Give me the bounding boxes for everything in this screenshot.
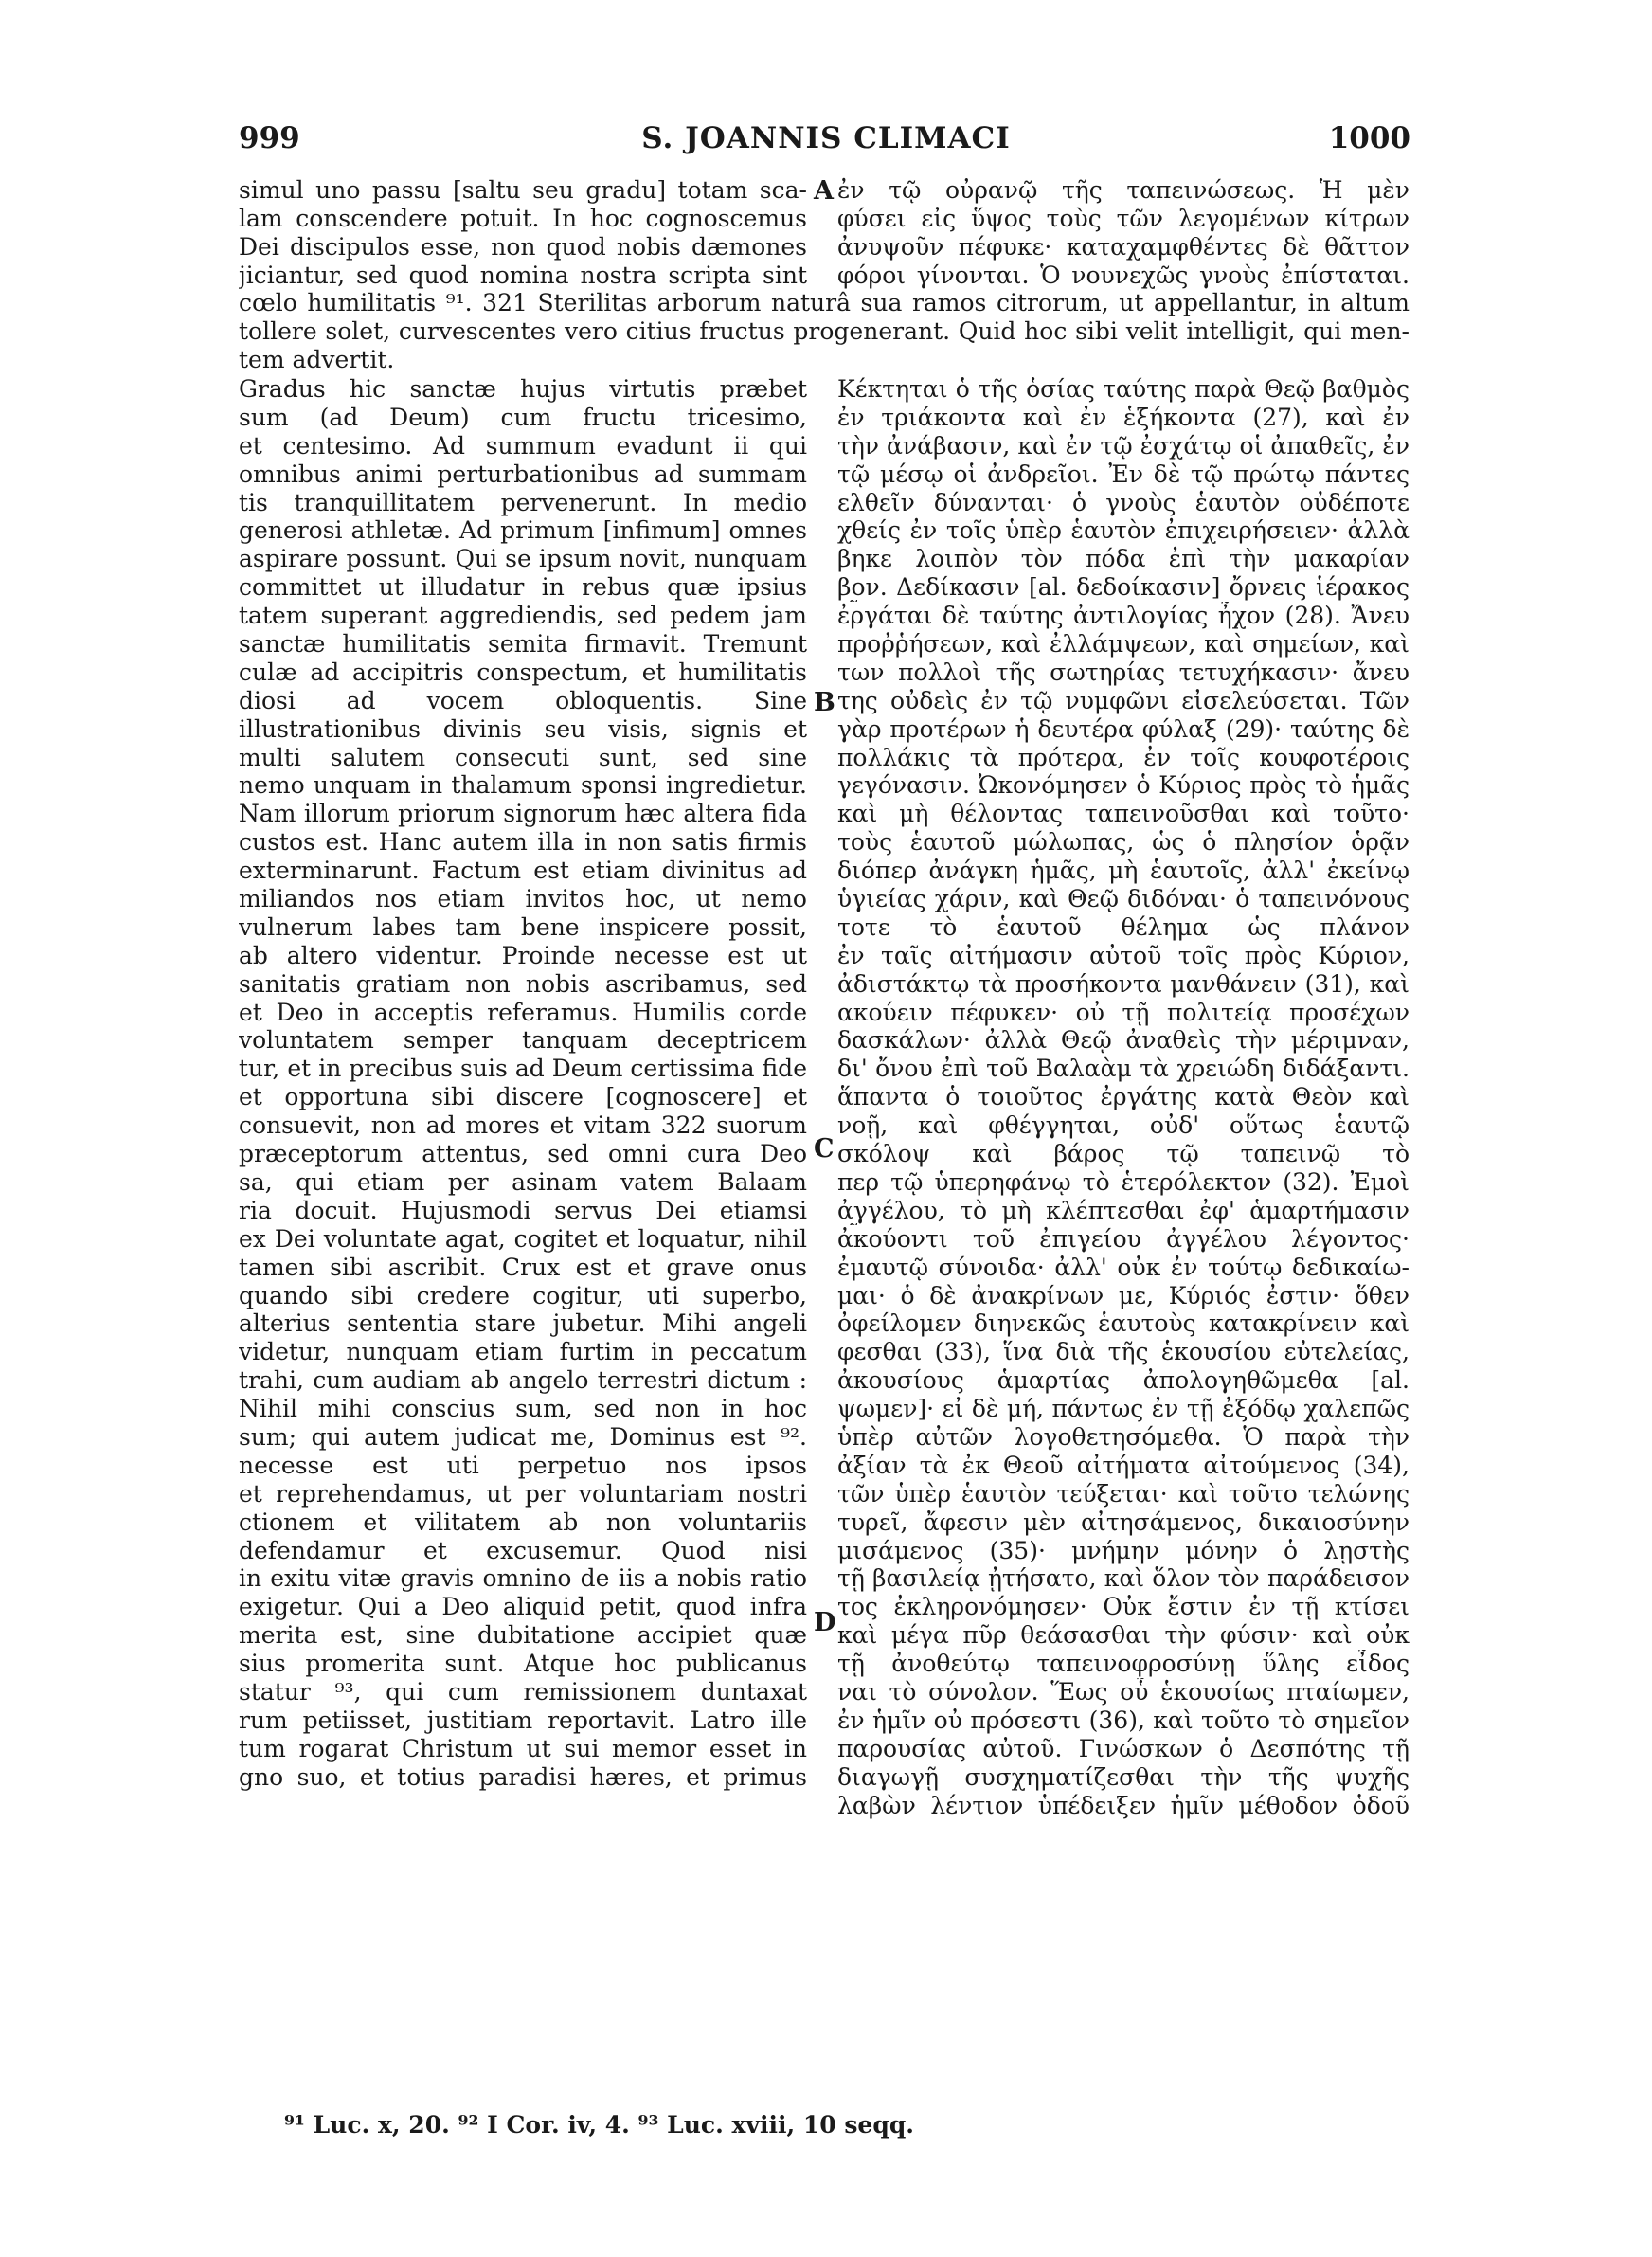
greek-text-line: τῇ ἀνοθεύτῳ ταπεινοφροσύνῃ ὕλης εἶδος	[837, 1650, 1410, 1678]
greek-text-line: δι' ὄνου ἐπὶ τοῦ Βαλαὰμ τὰ χρειώδη διδάξαντι.	[837, 1055, 1410, 1083]
margin-marker-d: D	[814, 1608, 836, 1637]
greek-text-line: ἅπαντα ὁ τοιοῦτος ἐργάτης κατὰ Θεὸν καὶ	[837, 1083, 1410, 1111]
latin-text-line: committet ut illudatur in rebus quæ ipsius	[239, 573, 807, 602]
greek-text-line: χθείς ἐν τοῖς ὑπὲρ ἑαυτὸν ἐπιχειρήσειεν· ἀλλὰ	[837, 516, 1410, 545]
greek-text-line: φεσθαι (33), ἵνα διὰ τῆς ἑκουσίου εὐτελείας,	[837, 1338, 1410, 1366]
latin-text-line: quando sibi credere cogitur, uti superbo,	[239, 1281, 807, 1309]
footnotes: ⁹¹ Luc. x, 20. ⁹² I Cor. iv, 4. ⁹³ Luc. xviii, 10 seqq.	[284, 2111, 915, 2139]
latin-text-line: custos est. Hanc autem illa in non satis firmis	[239, 828, 807, 857]
right-page-number: 1000	[1328, 121, 1410, 155]
latin-text-line: exigetur. Qui a Deo aliquid petit, quod infra	[239, 1593, 807, 1621]
greek-text-line: διαγωγῇ συσχηματίζεσθαι τὴν τῆς ψυχῆς	[837, 1762, 1410, 1791]
latin-text-line: ria docuit. Hujusmodi servus Dei etiamsi	[239, 1196, 807, 1224]
latin-text-line: sum (ad Deum) cum fructu tricesimo,	[239, 403, 807, 431]
greek-text-line: τῇ βασιλείᾳ ᾐτήσατο, καὶ ὅλον τὸν παράδεισον	[837, 1564, 1410, 1593]
latin-text-line: tamen sibi ascribit. Crux est et grave onus	[239, 1253, 807, 1281]
latin-column	[239, 375, 807, 1792]
greek-text-line: πολλάκις τὰ πρότερα, ἐν τοῖς κουφοτέροις	[837, 743, 1410, 771]
latin-text-line: voluntatem semper tanquam deceptricem	[239, 1026, 807, 1055]
latin-text-line: Gradus hic sanctæ hujus virtutis præbet	[239, 375, 807, 403]
full-width-line: tem advertit.	[239, 345, 395, 373]
latin-text-line: Dei discipulos esse, non quod nobis dæmones	[239, 232, 807, 261]
latin-text-line: exterminarunt. Factum est etiam divinitus ad	[239, 857, 807, 885]
greek-text-line: τῷ μέσῳ οἱ ἀνδρεῖοι. Ἐν δὲ τῷ πρώτῳ πάντες	[837, 460, 1410, 488]
latin-text-line: et centesimo. Ad summum evadunt ii qui	[239, 431, 807, 460]
greek-text-line: ὀφείλομεν διηνεκῶς ἑαυτοὺς κατακρίνειν καὶ	[837, 1309, 1410, 1338]
greek-text-line: ὑγιείας χάριν, καὶ Θεῷ διδόναι· ὁ ταπεινόνους	[837, 885, 1410, 913]
latin-text-line: tatem superant aggrediendis, sed pedem jam	[239, 602, 807, 630]
greek-text-line: περ τῷ ὑπερηφάνῳ τὸ ἑτερόλεκτον (32). Ἐμοὶ	[837, 1167, 1410, 1196]
greek-text-line: τυρεῖ, ἄφεσιν μὲν αἰτησάμενος, δικαιοσύνην	[837, 1508, 1410, 1536]
latin-text-line: tur, et in precibus suis ad Deum certissima fide	[239, 1055, 807, 1083]
latin-text-line: Nihil mihi conscius sum, sed non in hoc	[239, 1395, 807, 1423]
latin-text-line: alterius sententia stare jubetur. Mihi angeli	[239, 1309, 807, 1338]
margin-marker-b: B	[814, 688, 835, 717]
greek-text-line: διόπερ ἀνάγκη ἡμᾶς, μὴ ἑαυτοῖς, ἀλλ' ἐκείνῳ	[837, 857, 1410, 885]
latin-text-line: et Deo in acceptis referamus. Humilis corde	[239, 998, 807, 1026]
greek-column	[837, 375, 1410, 1819]
full-width-text	[239, 289, 1410, 374]
latin-text-line: statur ⁹³, qui cum remissionem duntaxat	[239, 1677, 807, 1706]
greek-text-line: ἀγγέλου, τὸ μὴ κλέπτεσθαι ἐφ' ἁμαρτήμασιν	[837, 1196, 1410, 1224]
latin-text-line: videtur, nunquam etiam furtim in peccatum	[239, 1338, 807, 1366]
margin-marker-c: C	[814, 1134, 835, 1164]
latin-text-line: sanitatis gratiam non nobis ascribamus, sed	[239, 969, 807, 998]
greek-text-line: γὰρ προτέρων ἡ δευτέρα φύλαξ (29)· ταύτης δὲ	[837, 714, 1410, 743]
latin-text-line: culæ ad accipitris conspectum, et humilitatis	[239, 658, 807, 686]
greek-text-line: ἐν ἡμῖν οὐ πρόσεστι (36), καὶ τοῦτο τὸ σημεῖον	[837, 1706, 1410, 1734]
greek-text-line: βον. Δεδίκασιν [al. δεδοίκασιν] ὄρνεις ἱέρακος	[837, 573, 1410, 602]
greek-text-line: ἀξίαν τὰ ἐκ Θεοῦ αἰτήματα αἰτούμενος (34),	[837, 1451, 1410, 1479]
greek-text-line: τῶν ὑπὲρ ἑαυτὸν τεύξεται· καὶ τοῦτο τελώνης	[837, 1479, 1410, 1508]
greek-text-line: ἀδιστάκτῳ τὰ προσήκοντα μανθάνειν (31), καὶ	[837, 969, 1410, 998]
greek-text-line: σκόλοψ καὶ βάρος τῷ ταπεινῷ τὸ	[837, 1140, 1410, 1168]
full-width-line: tollere solet, curvescentes vero citius fructus progenerant. Quid hoc sibi velit intelligit, qui men-	[239, 316, 1410, 345]
latin-text-line: diosi ad vocem obloquentis. Sine	[239, 686, 807, 714]
running-title: S. JOANNIS CLIMACI	[641, 121, 1011, 155]
latin-text-line: ex Dei voluntate agat, cogitet et loquatur, nihil	[239, 1224, 807, 1253]
latin-text-line: lam conscendere potuit. In hoc cognoscemus	[239, 204, 807, 232]
greek-text-line: λαβὼν λέντιον ὑπέδειξεν ἡμῖν μέθοδον ὁδοῦ	[837, 1791, 1410, 1819]
greek-column-top	[837, 176, 1410, 290]
latin-text-line: Nam illorum priorum signorum hæc altera fida	[239, 800, 807, 828]
latin-text-line: ab altero videntur. Proinde necesse est ut	[239, 941, 807, 969]
latin-text-line: omnibus animi perturbationibus ad summam	[239, 460, 807, 488]
left-page-number: 999	[239, 121, 300, 155]
latin-text-line: generosi athletæ. Ad primum [infimum] omnes	[239, 516, 807, 545]
latin-text-line: in exitu vitæ gravis omnino de iis a nobis ratio	[239, 1564, 807, 1593]
latin-text-line: sanctæ humilitatis semita firmavit. Tremunt	[239, 630, 807, 659]
greek-text-line: ἐμαυτῷ σύνοιδα· ἀλλ' οὐκ ἐν τούτῳ δεδικαίω-	[837, 1253, 1410, 1281]
greek-text-line: Κέκτηται ὁ τῆς ὁσίας ταύτης παρὰ Θεῷ βαθμὸς	[837, 375, 1410, 403]
greek-text-line: τος ἐκληρονόμησεν· Οὐκ ἔστιν ἐν τῇ κτίσει	[837, 1593, 1410, 1621]
latin-text-line: illustrationibus divinis seu visis, signis et	[239, 714, 807, 743]
greek-text-line: ἐν ταῖς αἰτήμασιν αὐτοῦ τοῖς πρὸς Κύριον,	[837, 941, 1410, 969]
greek-text-line: της οὐδεὶς ἐν τῷ νυμφῶνι εἰσελεύσεται. Τῶν	[837, 686, 1410, 714]
greek-text-line: των πολλοὶ τῆς σωτηρίας τετυχήκασιν· ἄνευ	[837, 658, 1410, 686]
latin-text-line: nemo unquam in thalamum sponsi ingredietur.	[239, 771, 807, 800]
greek-text-line: ψωμεν]· εἰ δὲ μή, πάντως ἐν τῇ ἐξόδῳ χαλεπῶς	[837, 1395, 1410, 1423]
greek-text-line: τοὺς ἑαυτοῦ μώλωπας, ὡς ὁ πλησίον ὁρᾷν	[837, 828, 1410, 857]
latin-text-line: ctionem et vilitatem ab non voluntariis	[239, 1508, 807, 1536]
latin-text-line: et reprehendamus, ut per voluntariam nostri	[239, 1479, 807, 1508]
latin-text-line: miliandos nos etiam invitos hoc, ut nemo	[239, 885, 807, 913]
greek-text-line: φόροι γίνονται. Ὁ νουνεχῶς γνοὺς ἐπίσταται.	[837, 261, 1410, 289]
latin-text-line: vulnerum labes tam bene inspicere possit,	[239, 912, 807, 941]
greek-text-line: ἀκούοντι τοῦ ἐπιγείου ἀγγέλου λέγοντος·	[837, 1224, 1410, 1253]
greek-text-line: ἐν τῷ οὐρανῷ τῆς ταπεινώσεως. Ἡ μὲν	[837, 176, 1410, 204]
latin-text-line: jiciantur, sed quod nomina nostra scripta sint	[239, 261, 807, 289]
greek-text-line: ελθεῖν δύνανται· ὁ γνοὺς ἑαυτὸν οὐδέποτε	[837, 488, 1410, 516]
greek-text-line: καὶ μὴ θέλοντας ταπεινοῦσθαι καὶ τοῦτο·	[837, 800, 1410, 828]
latin-text-line: trahi, cum audiam ab angelo terrestri dictum :	[239, 1366, 807, 1395]
greek-text-line: φύσει εἰς ὕψος τοὺς τῶν λεγομένων κίτρων	[837, 204, 1410, 232]
latin-column-top	[239, 176, 807, 290]
greek-text-line: ναι τὸ σύνολον. Ἕως οὗ ἑκουσίως πταίωμεν,	[837, 1677, 1410, 1706]
latin-text-line: aspirare possunt. Qui se ipsum novit, nunquam	[239, 545, 807, 573]
greek-text-line: προῤῥήσεων, καὶ ἐλλάμψεων, καὶ σημείων, καὶ	[837, 630, 1410, 659]
latin-text-line: tum rogarat Christum ut sui memor esset in	[239, 1734, 807, 1762]
latin-text-line: consuevit, non ad mores et vitam 322 suorum	[239, 1111, 807, 1140]
greek-text-line: ὑπὲρ αὐτῶν λογοθετησόμεθα. Ὁ παρὰ τὴν	[837, 1422, 1410, 1451]
latin-text-line: gno suo, et totius paradisi hæres, et primus	[239, 1762, 807, 1791]
latin-text-line: necesse est uti perpetuo nos ipsos	[239, 1451, 807, 1479]
latin-text-line: rum petiisset, justitiam reportavit. Latro ille	[239, 1706, 807, 1734]
latin-text-line: sa, qui etiam per asinam vatem Balaam	[239, 1167, 807, 1196]
latin-text-line: defendamur et excusemur. Quod nisi	[239, 1536, 807, 1564]
margin-marker-a: A	[814, 176, 834, 206]
latin-text-line: simul uno passu [saltu seu gradu] totam sca-	[239, 176, 807, 204]
greek-text-line: μισάμενος (35)· μνήμην μόνην ὁ λῃστὴς	[837, 1536, 1410, 1564]
latin-text-line: merita est, sine dubitatione accipiet quæ	[239, 1621, 807, 1650]
greek-text-line: μαι· ὁ δὲ ἀνακρίνων με, Κύριός ἐστιν· ὅθεν	[837, 1281, 1410, 1309]
greek-text-line: τοτε τὸ ἑαυτοῦ θέλημα ὡς πλάνον	[837, 912, 1410, 941]
greek-text-line: δασκάλων· ἀλλὰ Θεῷ ἀναθεὶς τὴν μέριμναν,	[837, 1026, 1410, 1055]
latin-text-line: et opportuna sibi discere [cognoscere] et	[239, 1083, 807, 1111]
greek-text-line: γεγόνασιν. Ὠκονόμησεν ὁ Κύριος πρὸς τὸ ἡμᾶς	[837, 771, 1410, 800]
latin-text-line: tis tranquillitatem pervenerunt. In medio	[239, 488, 807, 516]
greek-text-line: ἐργάται δὲ ταύτης ἀντιλογίας ἦχον (28). Ἄνευ	[837, 602, 1410, 630]
full-width-line: cœlo humilitatis ⁹¹. 321 Sterilitas arborum naturâ sua ramos citrorum, ut appellantur, in altum	[239, 289, 1410, 316]
latin-text-line: sius promerita sunt. Atque hoc publicanus	[239, 1650, 807, 1678]
greek-text-line: ἀνυψοῦν πέφυκε· καταχαμφθέντες δὲ θᾶττον	[837, 232, 1410, 261]
latin-text-line: præceptorum attentus, sed omni cura Deo	[239, 1140, 807, 1168]
greek-text-line: βηκε λοιπὸν τὸν πόδα ἐπὶ τὴν μακαρίαν	[837, 545, 1410, 573]
greek-text-line: ἐν τριάκοντα καὶ ἐν ἑξήκοντα (27), καὶ ἐν	[837, 403, 1410, 431]
greek-text-line: ἀκουσίους ἁμαρτίας ἀπολογηθῶμεθα [al.	[837, 1366, 1410, 1395]
latin-text-line: sum; qui autem judicat me, Dominus est ⁹².	[239, 1422, 807, 1451]
greek-text-line: ακούειν πέφυκεν· οὐ τῇ πολιτείᾳ προσέχων	[837, 998, 1410, 1026]
greek-text-line: νοῇ, καὶ φθέγγηται, οὐδ' οὕτως ἑαυτῷ	[837, 1111, 1410, 1140]
greek-text-line: παρουσίας αὐτοῦ. Γινώσκων ὁ Δεσπότης τῇ	[837, 1734, 1410, 1762]
greek-text-line: καὶ μέγα πῦρ θεάσασθαι τὴν φύσιν· καὶ οὐκ	[837, 1621, 1410, 1650]
greek-text-line: τὴν ἀνάβασιν, καὶ ἐν τῷ ἐσχάτῳ οἱ ἀπαθεῖς, ἐν	[837, 431, 1410, 460]
latin-text-line: multi salutem consecuti sunt, sed sine	[239, 743, 807, 771]
